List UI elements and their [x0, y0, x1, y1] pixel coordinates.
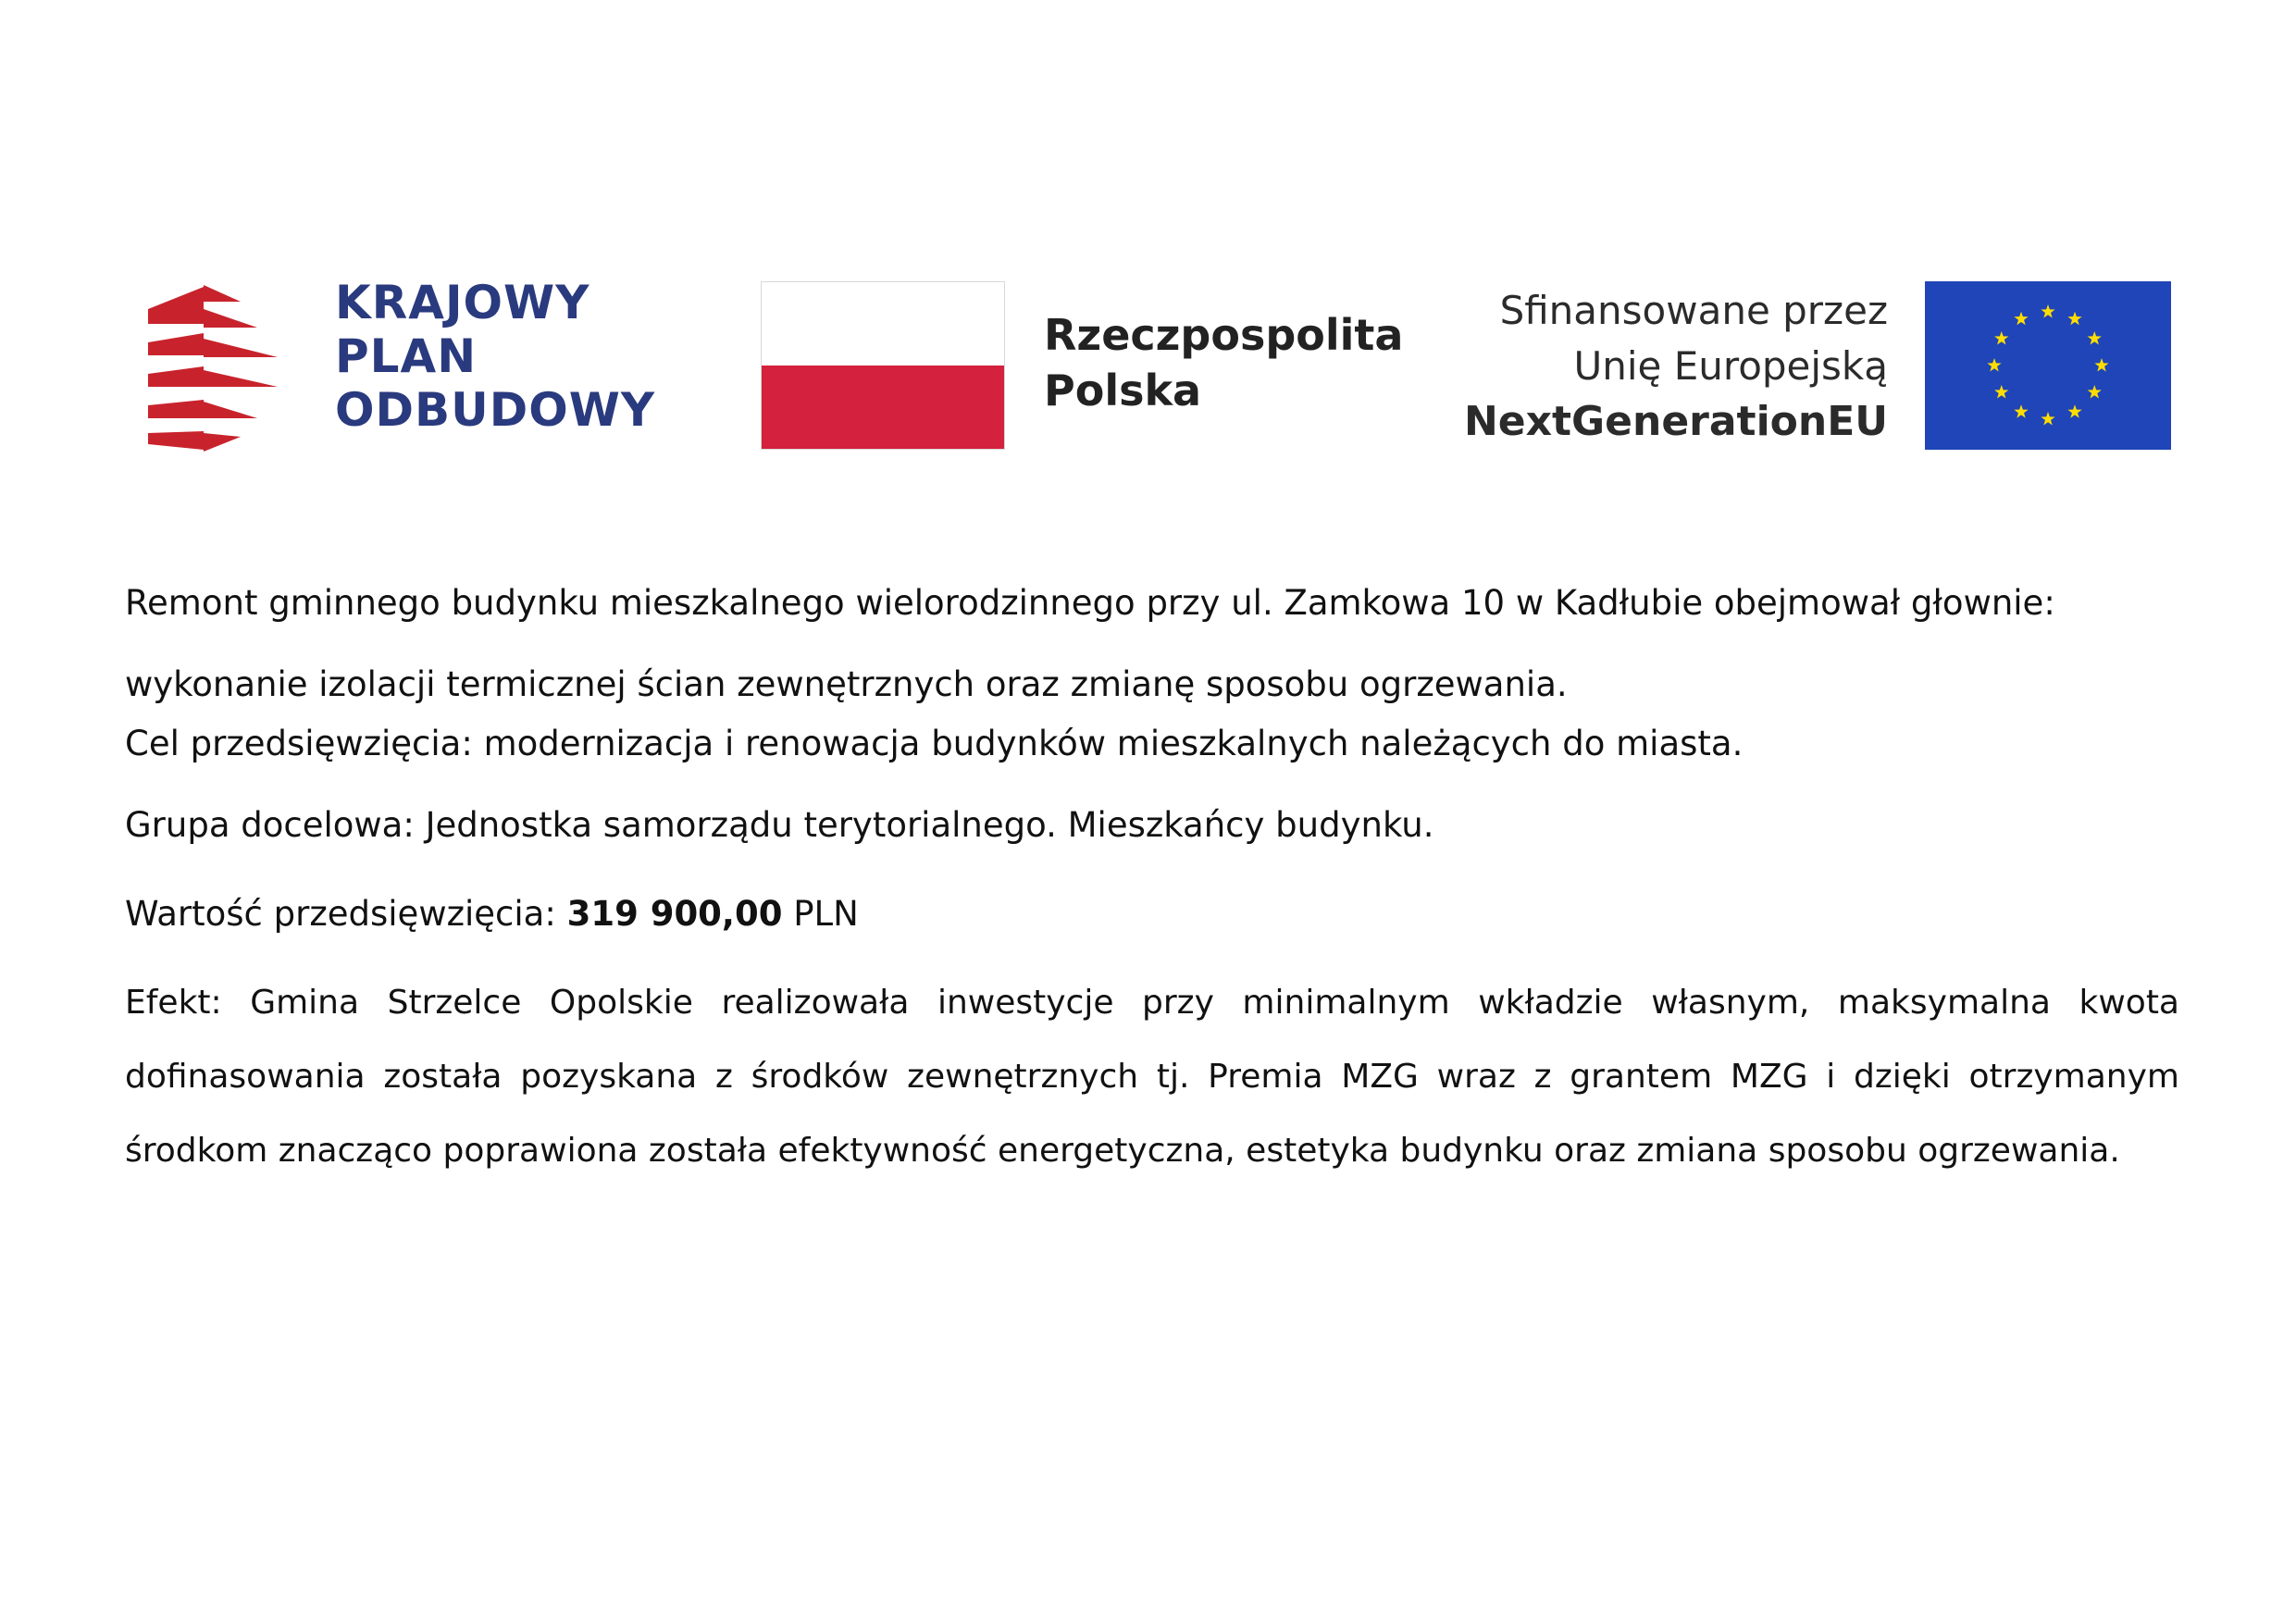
kpo-emblem-icon: [148, 278, 296, 453]
intro-paragraph: Remont gminnego budynku mieszkalnego wielorodzinnego przy ul. Zamkowa 10 w Kadłubie obejmował głownie:: [125, 583, 2055, 623]
value-paragraph: [125, 877, 2179, 951]
document-body: [125, 566, 2179, 1188]
poland-line-2: Polska: [1044, 366, 1202, 415]
target-group-paragraph: Grupa docelowa: Jednostka samorządu terytorialnego. Mieszkańcy budynku.: [125, 805, 1434, 845]
kpo-wordmark: [335, 276, 655, 437]
eu-flag-icon: [1925, 281, 2171, 450]
logo-band: [0, 0, 2296, 518]
poland-line-1: Rzeczpospolita: [1044, 310, 1404, 360]
eu-line-2: Unię Europejską: [1573, 343, 1888, 389]
kpo-line-1: KRAJOWY: [335, 276, 590, 329]
eu-funding-text: [1444, 283, 1888, 450]
value-currency: PLN: [782, 894, 859, 934]
eu-line-3: NextGenerationEU: [1463, 398, 1888, 445]
effect-paragraph: Efekt: Gmina Strzelce Opolskie realizowała inwestycje przy minimalnym wkładzie własnym, maksymalna kwota dofinasowania została pozyskana z środków zewnętrznych tj. Premia MZG wraz z grantem MZG i dzięki otrzymanym środkom znacząco poprawiona została efektywność energetyczna, estetyka budynku oraz zmiana sposobu ogrzewania.: [125, 984, 2179, 1170]
kpo-line-2: PLAN: [335, 329, 478, 383]
poland-flag-icon: [761, 281, 1005, 450]
value-amount: 319 900,00: [566, 894, 783, 934]
scope-paragraph: wykonanie izolacji termicznej ścian zewnętrznych oraz zmianę sposobu ogrzewania.: [125, 664, 1568, 704]
kpo-line-3: ODBUDOWY: [335, 383, 656, 437]
poland-wordmark: [1044, 307, 1403, 418]
goal-paragraph: Cel przedsięwzięcia: modernizacja i renowacja budynków mieszkalnych należących do miasta.: [125, 724, 1744, 763]
eu-line-1: Sfinansowane przez: [1499, 288, 1888, 333]
value-label: Wartość przedsięwzięcia:: [125, 894, 567, 934]
